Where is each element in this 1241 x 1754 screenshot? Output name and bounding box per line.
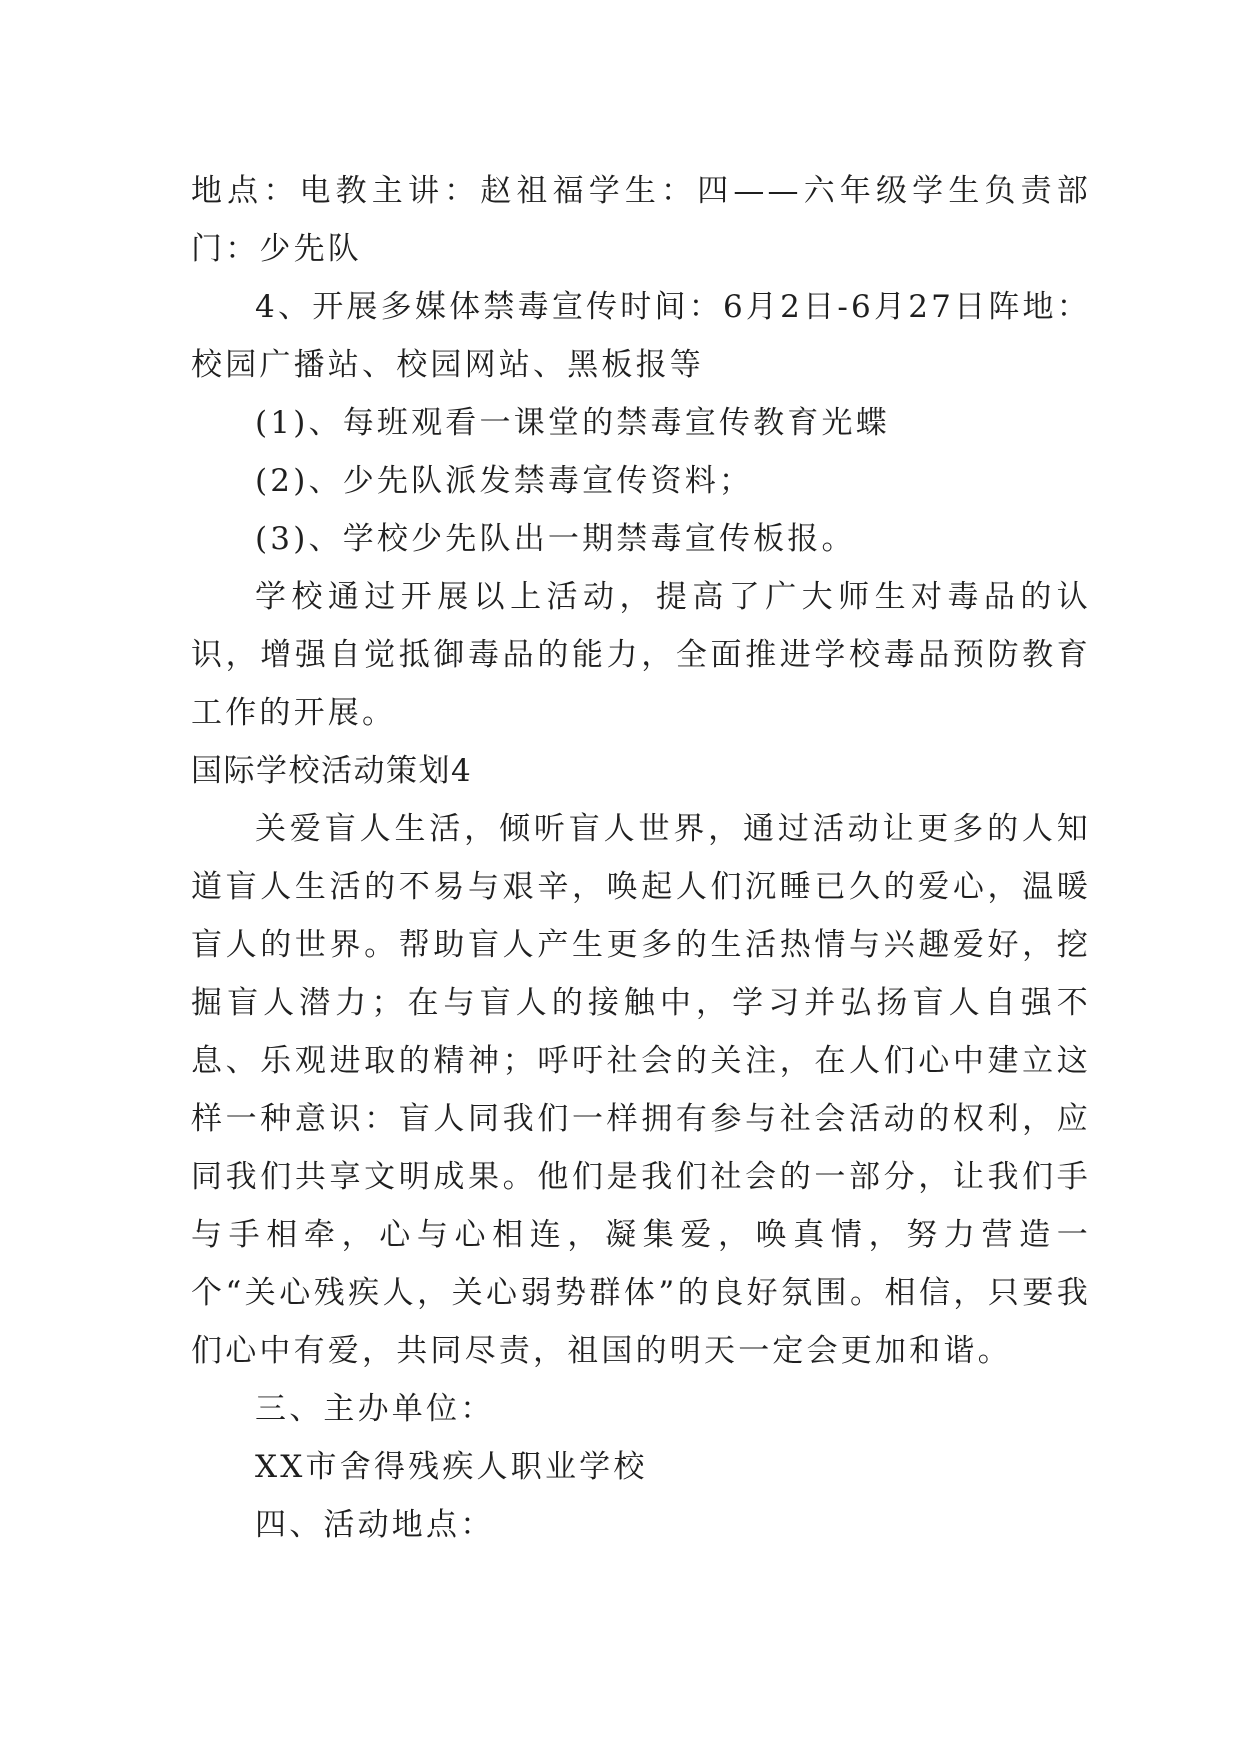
paragraph-organizer-heading: 三、主办单位： xyxy=(255,1391,495,1427)
paragraph-venue-heading: 四、活动地点： xyxy=(255,1507,495,1543)
paragraph-blind-care: 关爱盲人生活，倾听盲人世界，通过活动让更多的人知道盲人生活的不易与艰辛，唤起人们沉睡已久的爱心，温暖盲人的世界。帮助盲人产生更多的生活热情与兴趣爱好，挖掘盲人潜力；在与盲人的接触中，学习并弘扬盲人自强不息、乐观进取的精神；呼吁社会的关注，在人们心中建立这样一种意识：盲人同我们一样拥有参与社会活动的权利，应同我们共享文明成果。他们是我们社会的一部分，让我们手与手相牵，心与心相连，凝集爱，唤真情，努力营造一个“关心残疾人，关心弱势群体”的良好氛围。相信，只要我们心中有爱，共同尽责，祖国的明天一定会更加和谐。 xyxy=(191,811,1091,1369)
paragraph-organizer-name: XX市舍得残疾人职业学校 xyxy=(255,1449,648,1485)
list-item-distribute-materials: (2)、少先队派发禁毒宣传资料； xyxy=(255,463,754,499)
section-heading: 国际学校活动策划4 xyxy=(191,753,473,789)
paragraph-location-speaker: 地点：电教主讲：赵祖福学生：四——六年级学生负责部门：少先队 xyxy=(191,173,1091,267)
paragraph-summary: 学校通过开展以上活动，提高了广大师生对毒品的认识，增强自觉抵御毒品的能力，全面推进学校毒品预防教育工作的开展。 xyxy=(191,579,1091,731)
list-item-class-video: (1)、每班观看一课堂的禁毒宣传教育光蝶 xyxy=(255,405,890,441)
list-item-blackboard: (3)、学校少先队出一期禁毒宣传板报。 xyxy=(255,521,856,557)
document-body xyxy=(191,162,1091,1554)
paragraph-multimedia-campaign: 4、开展多媒体禁毒宣传时间：6月2日-6月27日阵地：校园广播站、校园网站、黑板报等 xyxy=(191,289,1091,383)
